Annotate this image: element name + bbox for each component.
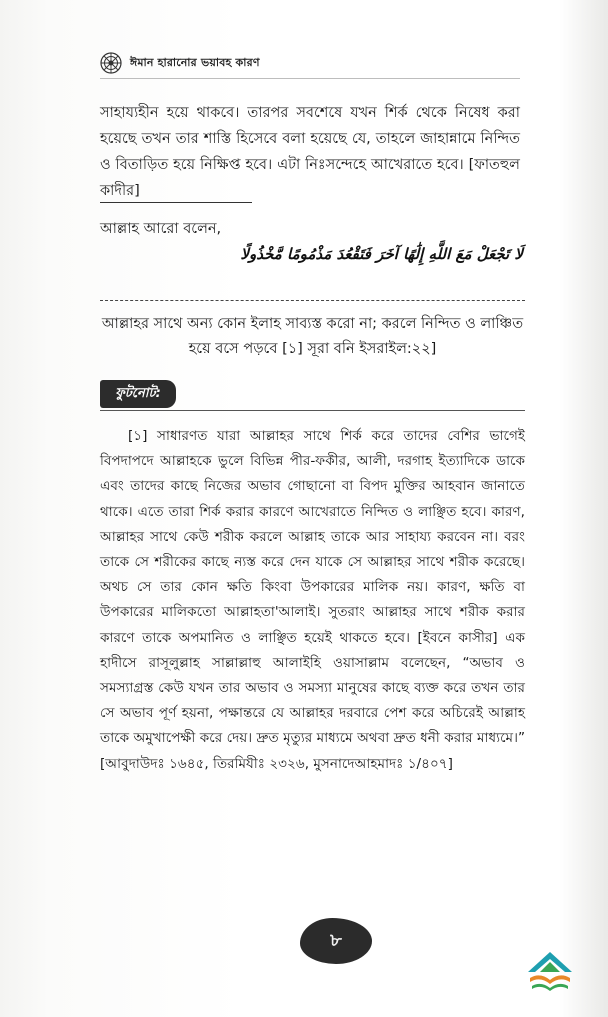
footnote-paragraph xyxy=(100,424,525,777)
intro-paragraph: সাহায্যহীন হয়ে থাকবে। তারপর সবশেষে যখন শির্ক থেকে নিষেধ করা হয়েছে তখন তার শাস্তি হিসেবে বলা হয়েছে যে, তাহলে জাহান্নামে নিন্দিত ও বিতাড়িত হয়ে নিক্ষিপ্ত হবে। এটা নিঃসন্দেহে আখেরাতে হবে। [ফাতহুল কাদীর] xyxy=(100,105,520,199)
dashed-divider xyxy=(100,300,525,301)
section-divider xyxy=(100,202,252,203)
footnote-divider xyxy=(100,410,525,411)
book-roof-logo-icon xyxy=(522,946,578,996)
footnote-label: ফুটনোট: xyxy=(115,385,161,401)
allah-says-line: আল্লাহ আরো বলেন, xyxy=(100,221,222,237)
footnote-text: [১] সাধারণত যারা আল্লাহর সাথে শির্ক করে তাদের বেশির ভাগেই বিপদাপদে আল্লাহকে ভুলে বিভিন্ন পীর-ফকীর, আলী, দরগাহ ইত্যাদিকে ডাকে এবং তাদের কাছে নিজের অভাব গোছানো বা বিপদ মুক্তির আহবান জানাতে থাকে। এতে তারা শির্ক করার কারণে আখেরাতে নিন্দিত ও লাঞ্ছিত হবে। কারণ, আল্লাহর সাথে কেউ শরীক করলে আল্লাহ তাকে আর সাহায্য করবেন না। বরং তাকে সে শরীকের কাছে ন্যস্ত করে দেন যাকে সে আল্লাহর সাথে শরীক করেছে। অথচ সে তার কোন ক্ষতি কিংবা উপকারের মালিক নয়। কারণ, ক্ষতি বা উপকারের মালিকতো আল্লাহতা'আলাই। সুতরাং আল্লাহর সাথে শরীক করার কারণে তাকে অপমানিত ও লাঞ্ছিত হয়েই থাকতে হবে। [ইবনে কাসীর] এক হাদীসে রাসূলুল্লাহ সাল্লাল্লাহু আলাইহি ওয়াসাল্লাম বলেছেন, “অভাব ও সমস্যাগ্রস্ত কেউ যখন তার অভাব ও সমস্যা মানুষের কাছে ব্যক্ত করে তখন তার সে অভাব পূর্ণ হয়না, পক্ষান্তরে যে আল্লাহর দরবারে পেশ করে অচিরেই আল্লাহ তাকে অমুখাপেক্ষী করে দেয়। দ্রুত মৃত্যুর মাধ্যমে অথবা দ্রুত ধনী করার মাধ্যমে।” [আবুদাউদঃ ১৬৪৫, তিরমিযীঃ ২৩২৬, মুসনাদেআহমাদঃ ১/৪০৭] xyxy=(100,428,525,772)
mandala-ornament-icon xyxy=(100,52,122,74)
page-number-badge xyxy=(300,918,372,964)
page-number: ৮ xyxy=(330,929,342,951)
arabic-verse: لَا تَجْعَلْ مَعَ اللَّهِ إِلَٰهًا آخَرَ فَتَقْعُدَ مَذْمُومًا مَّخْذُولًا xyxy=(240,245,523,263)
header-divider xyxy=(100,78,520,79)
running-header xyxy=(100,52,260,74)
footnote-label-box xyxy=(100,380,176,408)
verse-translation: আল্লাহর সাথে অন্য কোন ইলাহ সাব্যস্ত করো না; করলে নিন্দিত ও লাঞ্চিত হয়ে বসে পড়বে [১] সূরা বনি ইসরাইল:২২] xyxy=(101,316,524,357)
header-title: ঈমান হারানোর ভয়াবহ কারণ xyxy=(130,55,260,69)
